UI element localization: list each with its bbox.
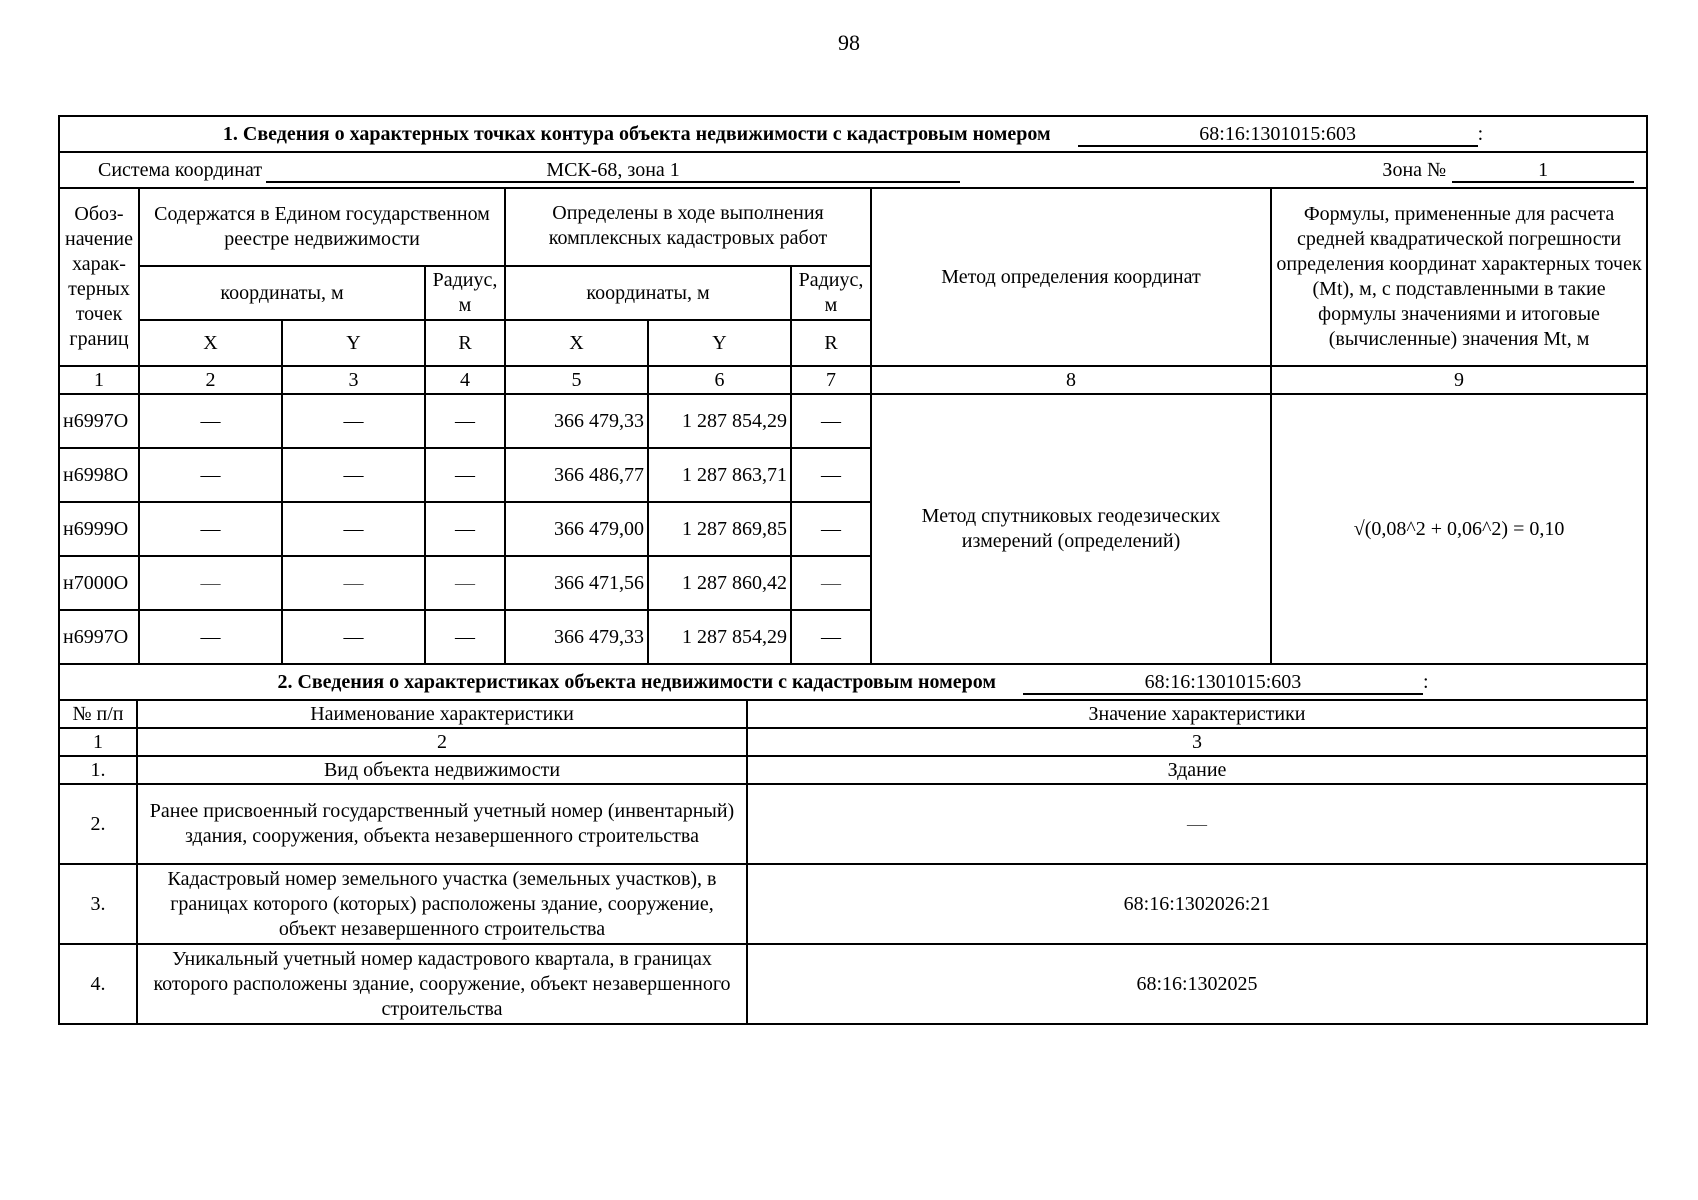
header-method: Метод определения координат — [871, 188, 1271, 366]
point-y-egrn: — — [282, 610, 425, 664]
row-number: 2. — [59, 784, 137, 864]
point-y-egrn: — — [282, 502, 425, 556]
point-y-egrn: — — [282, 448, 425, 502]
characteristic-value: 68:16:1302026:21 — [747, 864, 1647, 944]
characteristic-row — [59, 944, 1647, 1024]
zone-label: Зона № — [1382, 158, 1447, 181]
col-number: 8 — [871, 366, 1271, 394]
point-x-kkr: 366 471,56 — [505, 556, 648, 610]
coord-system-label: Система координат — [98, 158, 263, 181]
row-number: 1. — [59, 756, 137, 784]
characteristic-row — [59, 784, 1647, 864]
point-r-kkr: — — [791, 394, 871, 448]
characteristic-row — [59, 864, 1647, 944]
point-y-kkr: 1 287 863,71 — [648, 448, 791, 502]
zone-value: 1 — [1452, 159, 1634, 183]
section2-title-row — [59, 664, 1647, 700]
points-table — [58, 115, 1648, 665]
point-r-kkr: — — [791, 448, 871, 502]
point-x-egrn: — — [139, 448, 282, 502]
section2-cadastral-number: 68:16:1301015:603 — [1023, 671, 1423, 695]
point-r-egrn: — — [425, 448, 505, 502]
point-x-kkr: 366 479,33 — [505, 394, 648, 448]
section1-title-row — [59, 116, 1647, 152]
header-r-kkr: R — [791, 320, 871, 366]
col-number: 2 — [139, 366, 282, 394]
point-x-egrn: — — [139, 610, 282, 664]
point-x-kkr: 366 479,33 — [505, 610, 648, 664]
col-number: 6 — [648, 366, 791, 394]
header-r-egrn: R — [425, 320, 505, 366]
header-coords-egrn: координаты, м — [139, 266, 425, 320]
col-number: 3 — [282, 366, 425, 394]
method-value: Метод спутниковых геодезических измерений (определений) — [871, 394, 1271, 664]
point-y-egrn: — — [282, 394, 425, 448]
characteristic-name: Ранее присвоенный государственный учетный номер (инвентарный) здания, сооружения, объекта незавершенного строительства — [137, 784, 747, 864]
point-r-kkr: — — [791, 610, 871, 664]
header-radius-egrn: Радиус, м — [425, 266, 505, 320]
colon: : — [1422, 670, 1429, 693]
point-x-egrn: — — [139, 502, 282, 556]
col-number: 5 — [505, 366, 648, 394]
point-r-egrn: — — [425, 502, 505, 556]
col-number: 7 — [791, 366, 871, 394]
col-number: 3 — [747, 728, 1647, 756]
header-characteristic-name: Наименование характеристики — [137, 700, 747, 728]
coord-system-value: МСК-68, зона 1 — [266, 159, 960, 183]
point-r-kkr: — — [791, 502, 871, 556]
characteristic-value: — — [747, 784, 1647, 864]
coord-system-row — [59, 152, 1647, 188]
point-x-kkr: 366 479,00 — [505, 502, 648, 556]
point-name: н7000О — [59, 556, 139, 610]
header-kkr-group: Определены в ходе выполнения комплексных кадастровых работ — [505, 188, 871, 266]
characteristic-name: Уникальный учетный номер кадастрового квартала, в границах которого расположены здание, сооружение, объект незавершенного строительства — [137, 944, 747, 1024]
header-x-egrn: X — [139, 320, 282, 366]
row-number: 4. — [59, 944, 137, 1024]
row-number: 3. — [59, 864, 137, 944]
formula-value: √(0,08^2 + 0,06^2) = 0,10 — [1271, 394, 1647, 664]
point-name: н6998О — [59, 448, 139, 502]
point-x-egrn: — — [139, 556, 282, 610]
point-r-egrn: — — [425, 556, 505, 610]
header-characteristic-value: Значение характеристики — [747, 700, 1647, 728]
col-number: 1 — [59, 366, 139, 394]
characteristics-table — [58, 663, 1648, 1025]
point-name: н6997О — [59, 394, 139, 448]
header-coords-kkr: координаты, м — [505, 266, 791, 320]
header-egrn-group: Содержатся в Едином государственном реестре недвижимости — [139, 188, 505, 266]
header-formulas: Формулы, примененные для расчета средней квадратической погрешности определения координат характерных точек (Mt), м, с подставленными в такие формулы значениями и итоговые (вычисленные) значения Mt, м — [1271, 188, 1647, 366]
point-y-kkr: 1 287 869,85 — [648, 502, 791, 556]
characteristic-value: Здание — [747, 756, 1647, 784]
col-number: 4 — [425, 366, 505, 394]
characteristic-name: Вид объекта недвижимости — [137, 756, 747, 784]
section1-title: 1. Сведения о характерных точках контура объекта недвижимости с кадастровым номером — [222, 122, 1051, 145]
header-y-egrn: Y — [282, 320, 425, 366]
page-number: 98 — [838, 30, 860, 55]
col-number: 1 — [59, 728, 137, 756]
section1-cadastral-number: 68:16:1301015:603 — [1078, 123, 1478, 147]
header-y-kkr: Y — [648, 320, 791, 366]
document-sheet — [58, 115, 1646, 1025]
point-r-egrn: — — [425, 610, 505, 664]
characteristic-name: Кадастровый номер земельного участка (земельных участков), в границах которого (которых) расположены здание, сооружение, объект незавершенного строительства — [137, 864, 747, 944]
col-number: 2 — [137, 728, 747, 756]
point-x-kkr: 366 486,77 — [505, 448, 648, 502]
point-name: н6999О — [59, 502, 139, 556]
header-x-kkr: X — [505, 320, 648, 366]
colon: : — [1477, 122, 1484, 145]
point-r-kkr: — — [791, 556, 871, 610]
characteristic-row — [59, 756, 1647, 784]
section2-title: 2. Сведения о характеристиках объекта недвижимости с кадастровым номером — [277, 670, 996, 693]
header-point-designation: Обоз-начение харак-терных точек границ — [59, 188, 139, 366]
point-name: н6997О — [59, 610, 139, 664]
characteristic-value: 68:16:1302025 — [747, 944, 1647, 1024]
point-y-egrn: — — [282, 556, 425, 610]
point-r-egrn: — — [425, 394, 505, 448]
point-y-kkr: 1 287 860,42 — [648, 556, 791, 610]
point-row — [59, 394, 1647, 448]
point-y-kkr: 1 287 854,29 — [648, 610, 791, 664]
col-number: 9 — [1271, 366, 1647, 394]
header-radius-kkr: Радиус, м — [791, 266, 871, 320]
point-x-egrn: — — [139, 394, 282, 448]
point-y-kkr: 1 287 854,29 — [648, 394, 791, 448]
header-num: № п/п — [59, 700, 137, 728]
